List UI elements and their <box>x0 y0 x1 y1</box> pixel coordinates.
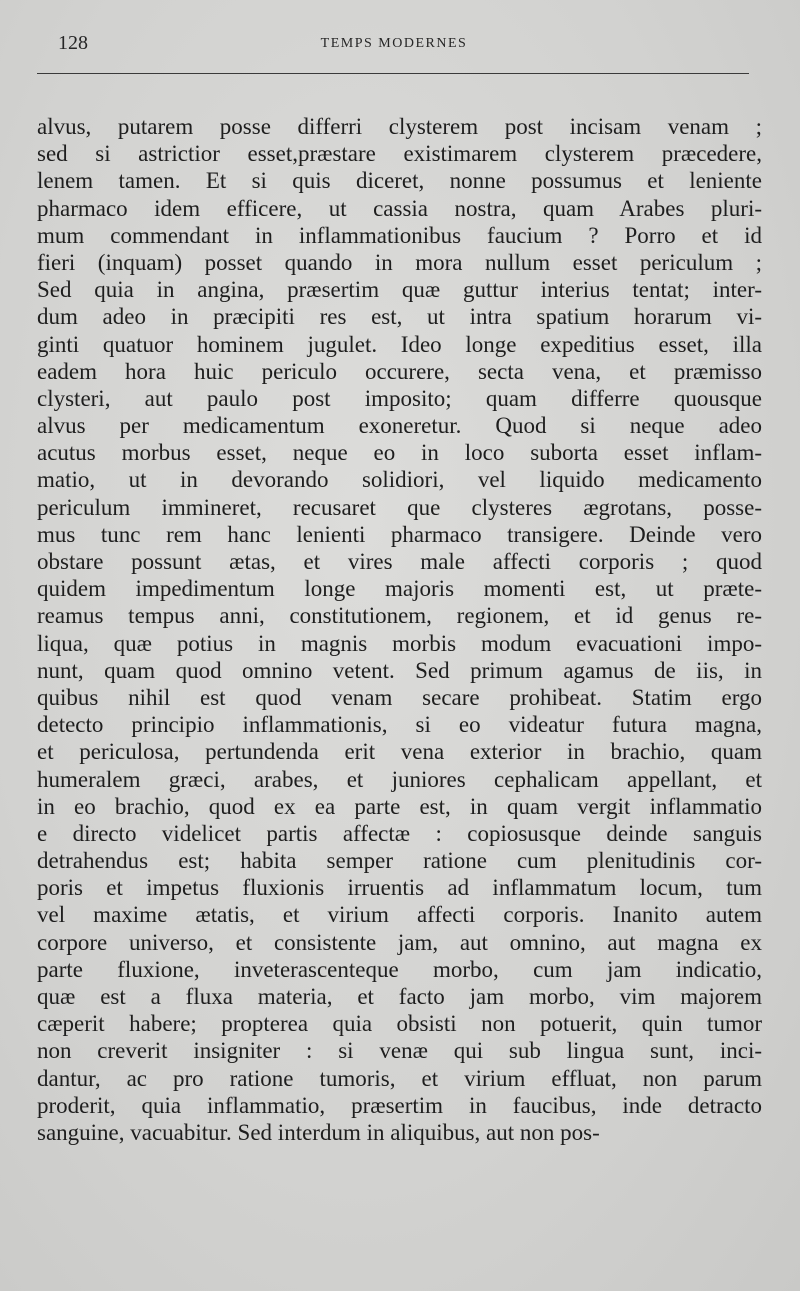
text-line: parte fluxione, inveterascenteque morbo, cum jam indicatio, <box>37 956 762 982</box>
body-text <box>37 113 762 1146</box>
text-line: ginti quatuor hominem jugulet. Ideo longe expeditius esset, illa <box>37 331 762 357</box>
text-line: matio, ut in devorando solidiori, vel liquido medicamento <box>37 467 762 493</box>
text-line: corpore universo, et consistente jam, aut omnino, aut magna ex <box>37 929 762 955</box>
text-line: Sed quia in angina, præsertim quæ guttur interius tentat; inter- <box>37 277 762 303</box>
text-line: fieri (inquam) posset quando in mora nullum esset periculum ; <box>37 249 762 275</box>
running-title: TEMPS MODERNES <box>320 36 468 51</box>
text-line: e directo videlicet partis affectæ : copiosusque deinde sanguis <box>37 820 762 846</box>
text-line: nunt, quam quod omnino vetent. Sed primum agamus de iis, in <box>37 657 762 683</box>
text-line: dantur, ac pro ratione tumoris, et virium effluat, non parum <box>37 1065 762 1091</box>
text-line: alvus, putarem posse differri clysterem post incisam venam ; <box>37 114 762 139</box>
running-head <box>38 32 750 58</box>
text-line: acutus morbus esset, neque eo in loco suborta esset inflam- <box>37 440 762 466</box>
text-line: et periculosa, pertundenda erit vena exterior in brachio, quam <box>37 739 762 765</box>
text-line: pharmaco idem efficere, ut cassia nostra, quam Arabes pluri- <box>37 195 762 221</box>
text-line: detrahendus est; habita semper ratione cum plenitudinis cor- <box>37 848 762 874</box>
text-line: alvus per medicamentum exoneretur. Quod si neque adeo <box>37 413 762 439</box>
text-line: detecto principio inflammationis, si eo videatur futura magna, <box>37 712 762 738</box>
text-line: clysteri, aut paulo post imposito; quam differre quousque <box>37 385 762 411</box>
text-line: dum adeo in præcipiti res est, ut intra spatium horarum vi- <box>37 304 762 330</box>
text-line: in eo brachio, quod ex ea parte est, in quam vergit inflammatio <box>37 793 762 819</box>
page-number: 128 <box>58 32 88 54</box>
text-line: cæperit habere; propterea quia obsisti non potuerit, quin tumor <box>37 1011 762 1037</box>
text-line: eadem hora huic periculo occurere, secta vena, et præmisso <box>37 358 762 384</box>
text-line: vel maxime ætatis, et virium affecti corporis. Inanito autem <box>37 902 762 928</box>
text-line: humeralem græci, arabes, et juniores cephalicam appellant, et <box>37 766 762 792</box>
text-line: sed si astrictior esset,præstare existimarem clysterem præcedere, <box>37 141 762 167</box>
text-line: quæ est a fluxa materia, et facto jam morbo, vim majorem <box>37 984 762 1009</box>
text-line: poris et impetus fluxionis irruentis ad inflammatum locum, tum <box>37 875 762 901</box>
text-line: quibus nihil est quod venam secare prohibeat. Statim ergo <box>37 684 762 710</box>
text-line: non creverit insigniter : si venæ qui sub lingua sunt, inci- <box>37 1038 762 1064</box>
text-line: periculum immineret, recusaret que clysteres ægrotans, posse- <box>37 494 762 520</box>
text-line: sanguine, vacuabitur. Sed interdum in aliquibus, aut non pos- <box>37 1119 600 1145</box>
text-line: liqua, quæ potius in magnis morbis modum evacuationi impo- <box>37 630 762 656</box>
text-line: quidem impedimentum longe majoris momenti est, ut præte- <box>37 576 762 602</box>
text-line: proderit, quia inflammatio, præsertim in faucibus, inde detracto <box>37 1092 762 1118</box>
text-line: obstare possunt ætas, et vires male affecti corporis ; quod <box>37 549 762 574</box>
text-line: reamus tempus anni, constitutionem, regionem, et id genus re- <box>37 603 762 629</box>
header-rule <box>37 73 749 74</box>
text-line: mum commendant in inflammationibus faucium ? Porro et id <box>37 222 762 248</box>
text-line: mus tunc rem hanc lenienti pharmaco transigere. Deinde vero <box>37 521 762 547</box>
text-line: lenem tamen. Et si quis diceret, nonne possumus et leniente <box>37 168 762 194</box>
